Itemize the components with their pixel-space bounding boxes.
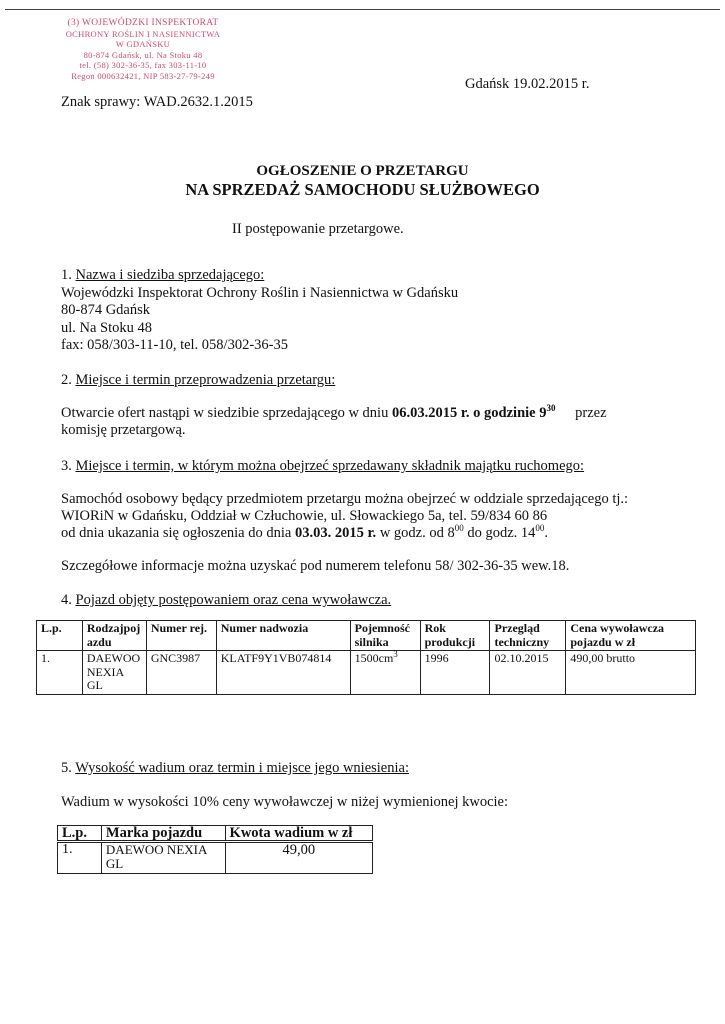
stamp-prefix: (3) <box>67 18 80 28</box>
stamp-line: Regon 000632421, NIP 583-27-79-249 <box>71 70 215 81</box>
cell-lp: 1. <box>58 842 102 874</box>
office-stamp <box>28 18 258 82</box>
seller-street: ul. Na Stoku 48 <box>61 320 153 336</box>
cell-brand: DAEWOO NEXIA GL <box>101 842 225 874</box>
section-heading-text: Miejsce i termin, w którym można obejrzeć sprzedawany składnik majątku ruchomego: <box>75 458 585 474</box>
cell-type: DAEWOO NEXIA GL <box>82 651 146 695</box>
cell-price: 490,00 brutto <box>566 651 696 695</box>
col-year: Rok produkcji <box>420 621 490 651</box>
section5-heading <box>61 760 409 777</box>
document-subtitle: II postępowanie przetargowe. <box>232 221 404 237</box>
opening-date: 06.03.2015 r. o godzinie $9^{30}$ <box>391 403 556 421</box>
vehicle-table <box>36 620 696 695</box>
cell-vin: KLATF9Y1VB074814 <box>216 651 350 695</box>
col-price: Cena wywoławcza pojazdu w zł <box>566 621 696 651</box>
table-header-row <box>58 826 373 842</box>
section-number: 1. <box>61 267 72 283</box>
section-heading-text: Pojazd objęty postępowaniem oraz cena wywoławcza. <box>75 592 392 608</box>
cell-lp: 1. <box>37 651 83 695</box>
col-amount: Kwota wadium w zł <box>225 826 372 842</box>
section-number: 2. <box>61 372 72 388</box>
col-lp: L.p. <box>37 621 83 651</box>
section-number: 5. <box>61 760 72 776</box>
info-line: Szczegółowe informacje można uzyskać pod numerem telefonu 58/ 302-36-35 wew.18. <box>61 558 570 574</box>
col-capacity: Pojemność silnika <box>350 621 420 651</box>
opening-line <box>61 405 607 422</box>
cell-inspection: 02.10.2015 <box>490 651 566 695</box>
section4-heading <box>61 592 391 609</box>
stamp-line: 80-874 Gdańsk, ul. Na Stoku 48 <box>83 49 203 60</box>
col-brand: Marka pojazdu <box>101 826 225 842</box>
col-reg: Numer rej. <box>146 621 216 651</box>
col-type: Rodzajpoj azdu <box>82 621 146 651</box>
table-row <box>37 651 696 695</box>
opening-line2: komisję przetargową. <box>61 422 186 438</box>
section1-heading <box>61 267 264 284</box>
seller-contact: fax: 058/303-11-10, tel. 058/302-36-35 <box>61 337 288 353</box>
viewing-deadline: 03.03. 2015 r. <box>294 525 377 541</box>
cell-year: 1996 <box>420 651 490 695</box>
deposit-table <box>57 825 373 874</box>
section-heading-text: Miejsce i termin przeprowadzenia przetargu: <box>75 372 336 388</box>
top-rule <box>5 9 720 10</box>
viewing-line1: Samochód osobowy będący przedmiotem przetargu można obejrzeć w oddziale sprzedającego tj.: <box>61 491 629 507</box>
section-heading-text: Wysokość wadium oraz termin i miejsce jego wniesienia: <box>75 760 409 776</box>
document-title: OGŁOSZENIE O PRZETARGU <box>256 163 469 179</box>
place-date: Gdańsk 19.02.2015 r. <box>465 76 590 92</box>
seller-postal: 80-874 Gdańsk <box>61 302 151 318</box>
document-title-line2: NA SPRZEDAŻ SAMOCHODU SŁUŻBOWEGO <box>185 180 540 199</box>
stamp-line: W GDAŃSKU <box>115 39 171 50</box>
viewing-line3: od dnia ukazania się ogłoszenia do dnia 03.03. 2015 r. w godz. od $8^{00}$ do godz. $14^{00}$. <box>61 523 549 541</box>
table-row <box>58 842 373 874</box>
opening-text: Otwarcie ofert nastąpi w siedzibie sprzedającego w dniu <box>61 405 389 421</box>
section2-heading <box>61 372 335 389</box>
cell-amount: 49,00 <box>225 842 372 874</box>
section-number: 3. <box>61 458 72 474</box>
opening-text-after: przez <box>575 405 607 421</box>
viewing-line2: WIORiN w Gdańsku, Oddział w Człuchowie, ul. Słowackiego 5a, tel. 59/834 60 86 <box>61 508 548 524</box>
section3-heading <box>61 458 584 475</box>
col-lp: L.p. <box>58 826 102 842</box>
col-inspection: Przegląd techniczny <box>490 621 566 651</box>
case-number: Znak sprawy: WAD.2632.1.2015 <box>61 94 253 110</box>
seller-name: Wojewódzki Inspektorat Ochrony Roślin i Nasiennictwa w Gdańsku <box>61 285 459 301</box>
col-vin: Numer nadwozia <box>216 621 350 651</box>
stamp-line: WOJEWÓDZKI INSPEKTORAT <box>81 18 219 28</box>
cell-reg: GNC3987 <box>146 651 216 695</box>
cell-capacity: $1500cm^3$ <box>350 651 420 695</box>
deposit-text: Wadium w wysokości 10% ceny wywoławczej w niżej wymienionej kwocie: <box>61 794 509 810</box>
table-header-row <box>37 621 696 651</box>
section-heading-text: Nazwa i siedziba sprzedającego: <box>75 267 265 283</box>
section-number: 4. <box>61 592 72 608</box>
stamp-line: tel. (58) 302-36-35, fax 303-11-10 <box>79 60 207 71</box>
stamp-line: OCHRONY ROŚLIN I NASIENNICTWA <box>65 28 221 39</box>
